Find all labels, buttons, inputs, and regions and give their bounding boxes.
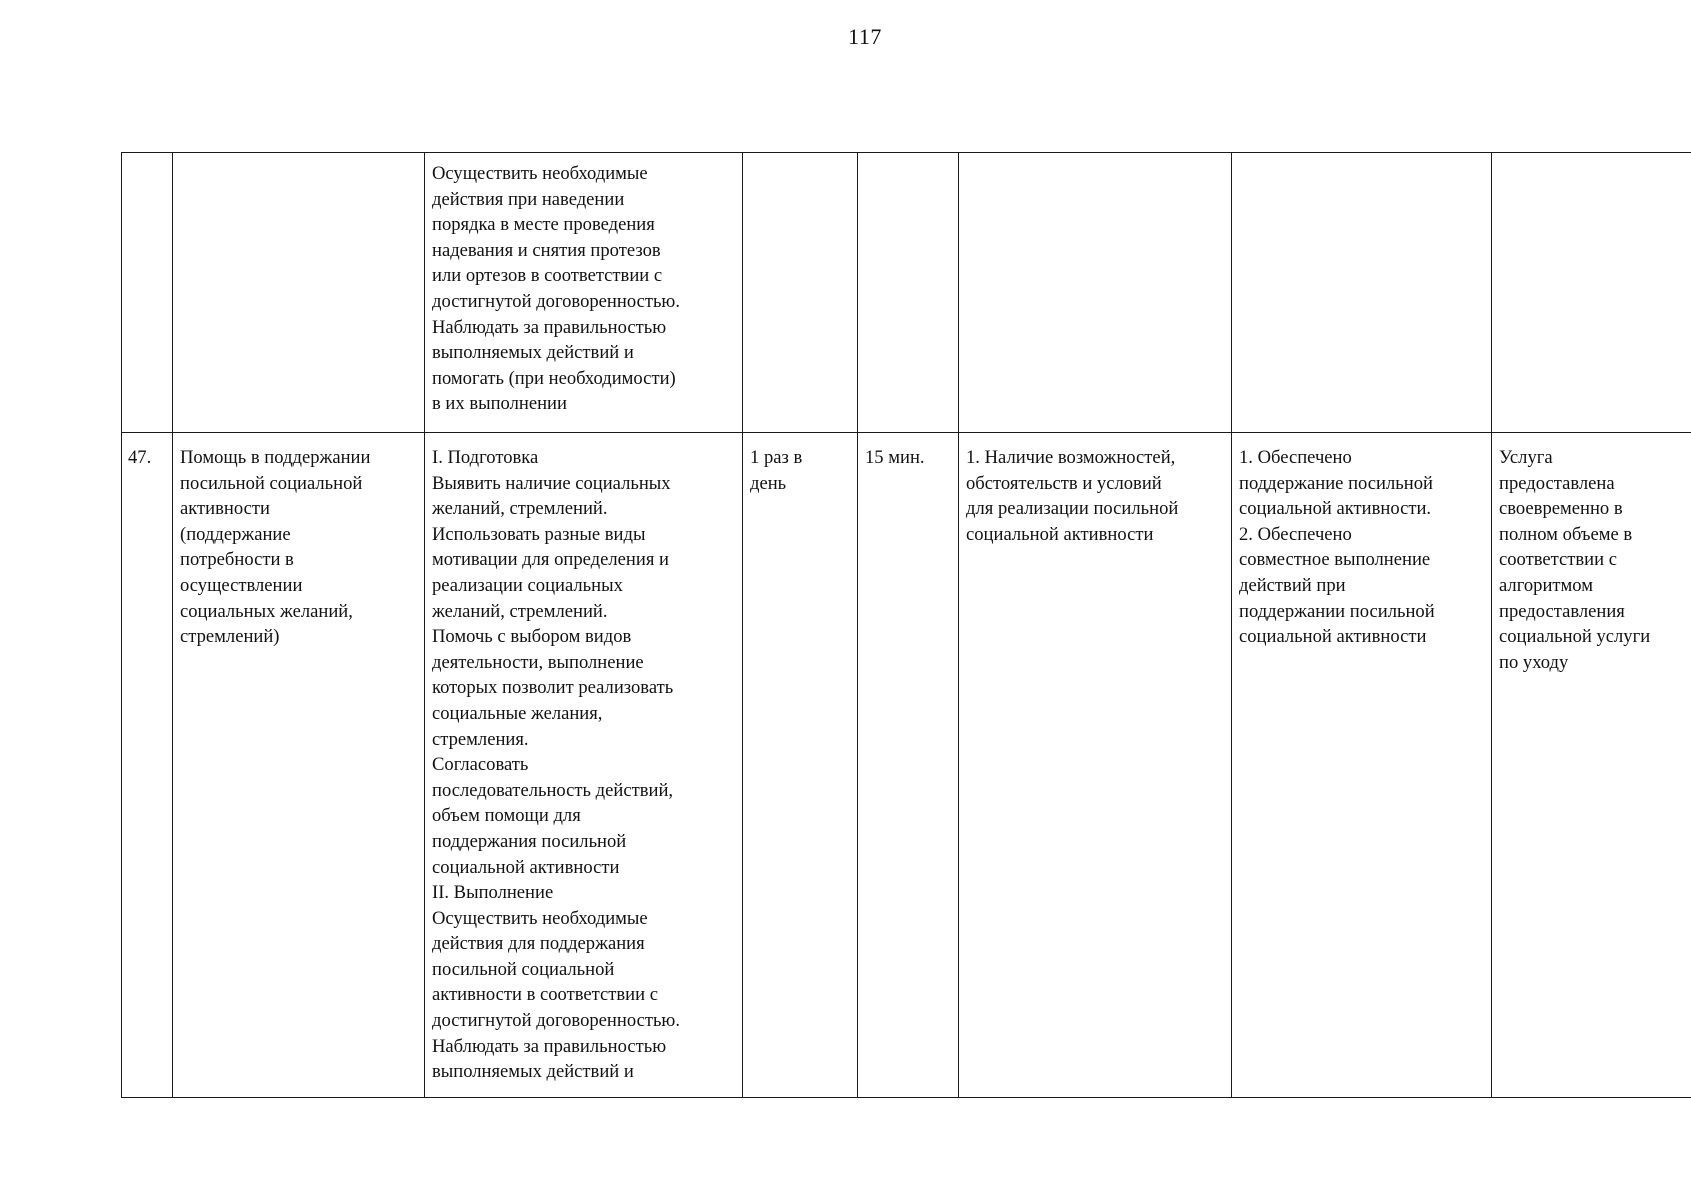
- cell-results: [1232, 153, 1492, 433]
- cell-conditions: [959, 153, 1232, 433]
- cell-frequency: 1 раз в день: [743, 433, 858, 1098]
- cell-service-name: Помощь в поддержании посильной социальной активности (поддержание потребности в осуществлении социальных желаний, стремлений): [173, 433, 425, 1098]
- cell-number: 47.: [122, 433, 173, 1098]
- cell-duration: 15 мин.: [858, 433, 959, 1098]
- cell-conditions: 1. Наличие возможностей, обстоятельств и условий для реализации посильной социальной активности: [959, 433, 1232, 1098]
- cell-frequency: [743, 153, 858, 433]
- services-table: [121, 152, 1691, 1098]
- cell-evaluation: [1492, 153, 1691, 433]
- page-number: 117: [848, 24, 882, 49]
- cell-duration: [858, 153, 959, 433]
- cell-evaluation: Услуга предоставлена своевременно в полном объеме в соответствии с алгоритмом предоставления социальной услуги по уходу: [1492, 433, 1691, 1098]
- cell-service-content: Осуществить необходимые действия при наведении порядка в месте проведения надевания и снятия протезов или ортезов в соответствии с достигнутой договоренностью. Наблюдать за правильностью выполняемых действий и помогать (при необходимости) в их выполнении: [425, 153, 743, 433]
- cell-service-content: I. Подготовка Выявить наличие социальных желаний, стремлений. Использовать разные виды мотивации для определения и реализации социальных желаний, стремлений. Помочь с выбором видов деятельности, выполнение которых позволит реализовать социальные желания, стремления. Согласовать последовательность действий, объем помощи для поддержания посильной социальной активности II. Выполнение Осуществить необходимые действия для поддержания посильной социальной активности в соответствии с достигнутой договоренностью. Наблюдать за правильностью выполняемых действий и: [425, 433, 743, 1098]
- cell-service-name: [173, 153, 425, 433]
- cell-number: [122, 153, 173, 433]
- cell-results: 1. Обеспечено поддержание посильной социальной активности. 2. Обеспечено совместное выполнение действий при поддержании посильной социальной активности: [1232, 433, 1492, 1098]
- table-row: [122, 153, 1691, 433]
- table-row: [122, 433, 1691, 1098]
